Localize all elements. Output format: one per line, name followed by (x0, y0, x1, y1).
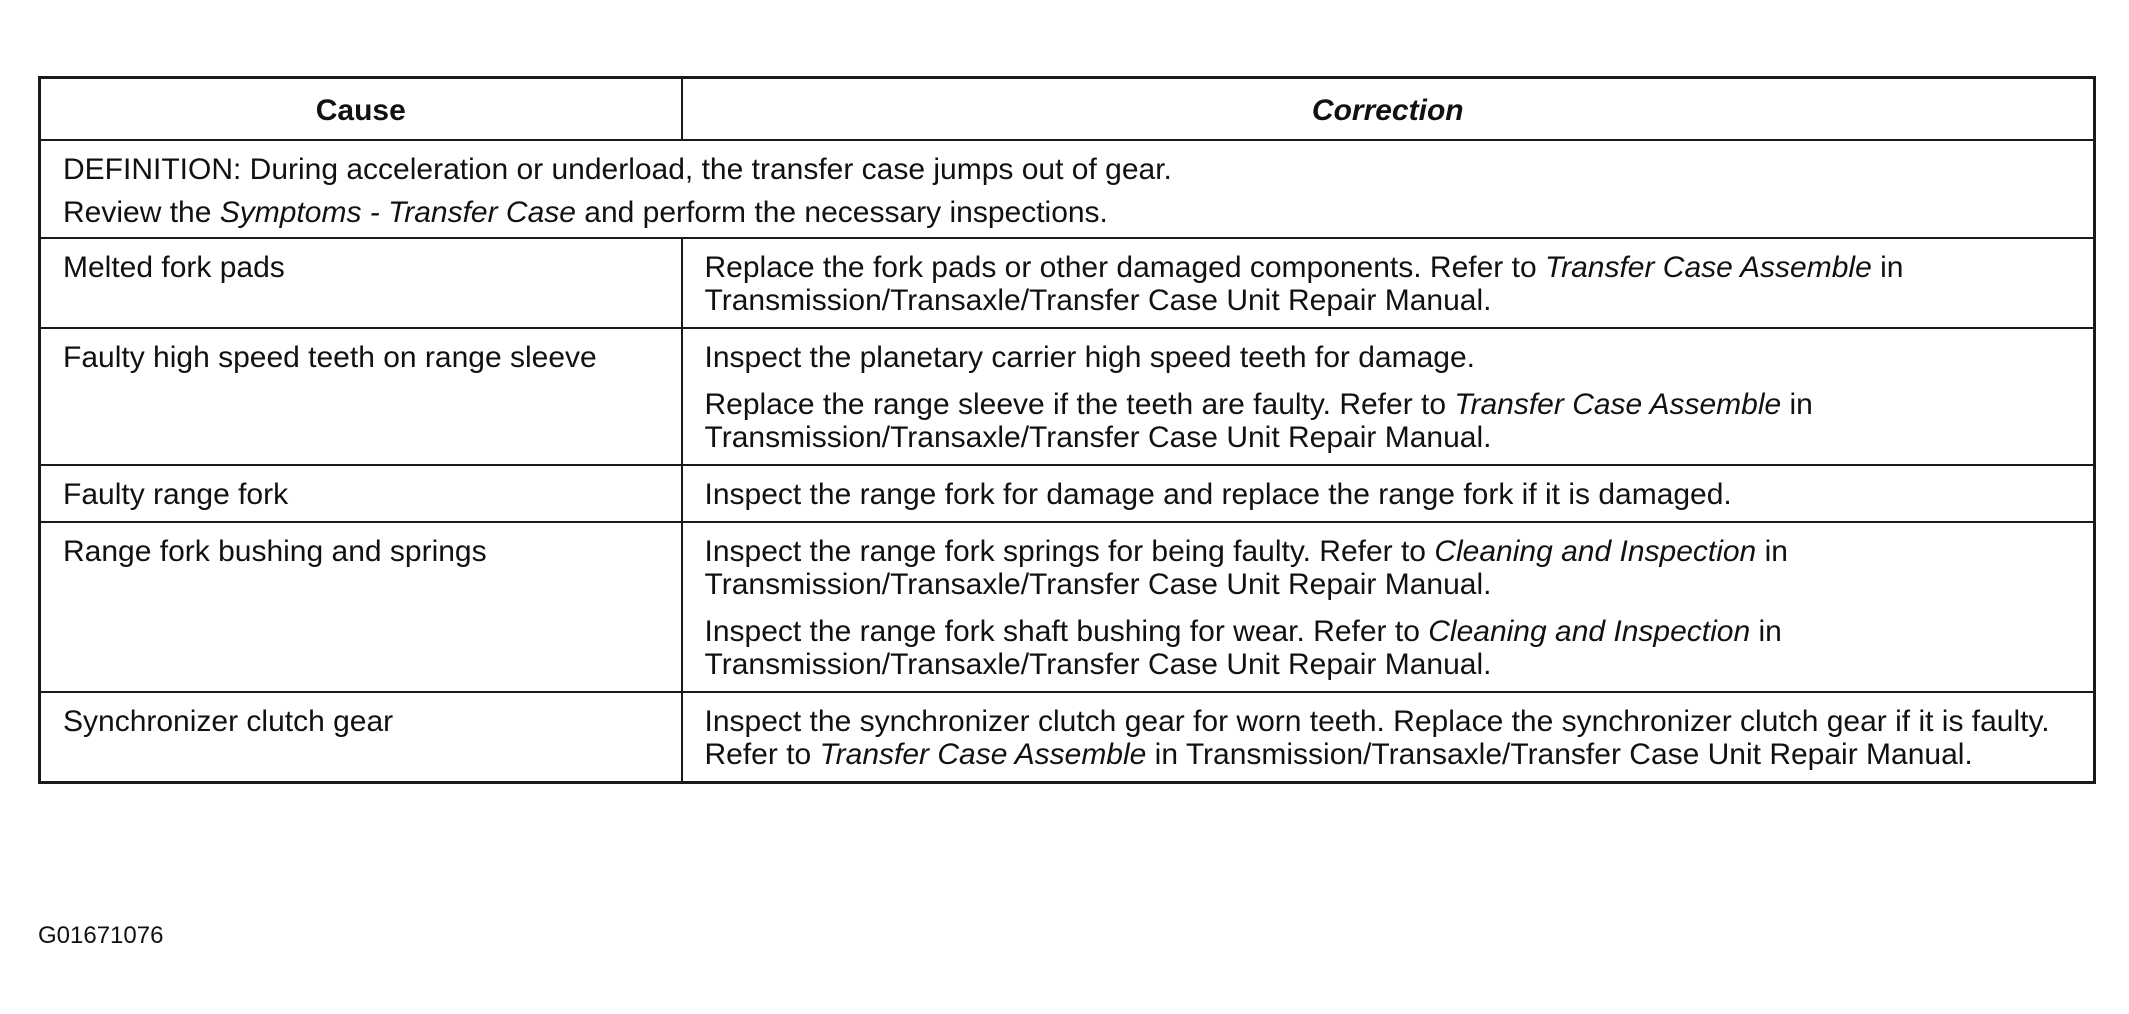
correction-text (705, 478, 2072, 511)
review-text-pre: Review the (63, 196, 220, 229)
correction-text (705, 388, 2072, 454)
cause-header: Cause (40, 78, 682, 141)
figure-id: G01671076 (38, 922, 164, 949)
correction-post: in Transmission/Transaxle/Transfer Case Unit Repair Manual. (704, 251, 1904, 317)
cause-cell: Faulty range fork (40, 465, 682, 522)
correction-text (705, 705, 2072, 771)
correction-text (705, 615, 2072, 681)
review-text (63, 196, 2077, 229)
correction-cell (682, 465, 2095, 522)
correction-text (705, 341, 2072, 374)
definition-text: DEFINITION: During acceleration or underload, the transfer case jumps out of gear. (63, 153, 1172, 186)
table-row (40, 692, 2095, 783)
correction-pre: Inspect the synchronizer clutch gear for worn teeth. Replace the synchronizer clutch gear if it is faulty. Refer to (704, 705, 2050, 771)
correction-pre: Replace the range sleeve if the teeth are faulty. Refer to (704, 388, 1455, 421)
table-row (40, 522, 2095, 692)
cause-cell: Range fork bushing and springs (40, 522, 682, 692)
table-row (40, 328, 2095, 465)
correction-reference: Transfer Case Assemble (1454, 388, 1782, 421)
correction-post: in Transmission/Transaxle/Transfer Case Unit Repair Manual. (1146, 738, 1973, 771)
correction-reference: Transfer Case Assemble (1544, 251, 1872, 284)
header-row (40, 78, 2095, 141)
definition-cell (40, 140, 2095, 238)
correction-reference: Cleaning and Inspection (1434, 535, 1757, 568)
cause-cell: Synchronizer clutch gear (40, 692, 682, 783)
correction-reference: Transfer Case Assemble (819, 738, 1147, 771)
diagnostic-table (38, 76, 2096, 784)
diagnostic-table-container (38, 76, 2096, 784)
correction-cell (682, 238, 2095, 328)
correction-cell (682, 328, 2095, 465)
correction-text (705, 251, 2072, 317)
correction-pre: Inspect the planetary carrier high speed teeth for damage. (704, 341, 1475, 374)
correction-pre: Inspect the range fork springs for being faulty. Refer to (704, 535, 1435, 568)
table-row (40, 238, 2095, 328)
table-row (40, 465, 2095, 522)
correction-pre: Inspect the range fork for damage and replace the range fork if it is damaged. (704, 478, 1732, 511)
cause-cell: Melted fork pads (40, 238, 682, 328)
correction-reference: Cleaning and Inspection (1428, 615, 1751, 648)
correction-pre: Replace the fork pads or other damaged components. Refer to (704, 251, 1545, 284)
correction-pre: Inspect the range fork shaft bushing for wear. Refer to (704, 615, 1429, 648)
correction-text (705, 535, 2072, 601)
correction-cell (682, 692, 2095, 783)
review-text-post: and perform the necessary inspections. (575, 196, 1108, 229)
symptoms-reference: Symptoms - Transfer Case (219, 196, 576, 229)
definition-row (40, 140, 2095, 238)
correction-post: in Transmission/Transaxle/Transfer Case Unit Repair Manual. (704, 388, 1813, 454)
correction-cell (682, 522, 2095, 692)
correction-header: Correction (682, 78, 2095, 141)
correction-post: in Transmission/Transaxle/Transfer Case Unit Repair Manual. (704, 615, 1782, 681)
cause-cell: Faulty high speed teeth on range sleeve (40, 328, 682, 465)
correction-post: in Transmission/Transaxle/Transfer Case Unit Repair Manual. (704, 535, 1788, 601)
